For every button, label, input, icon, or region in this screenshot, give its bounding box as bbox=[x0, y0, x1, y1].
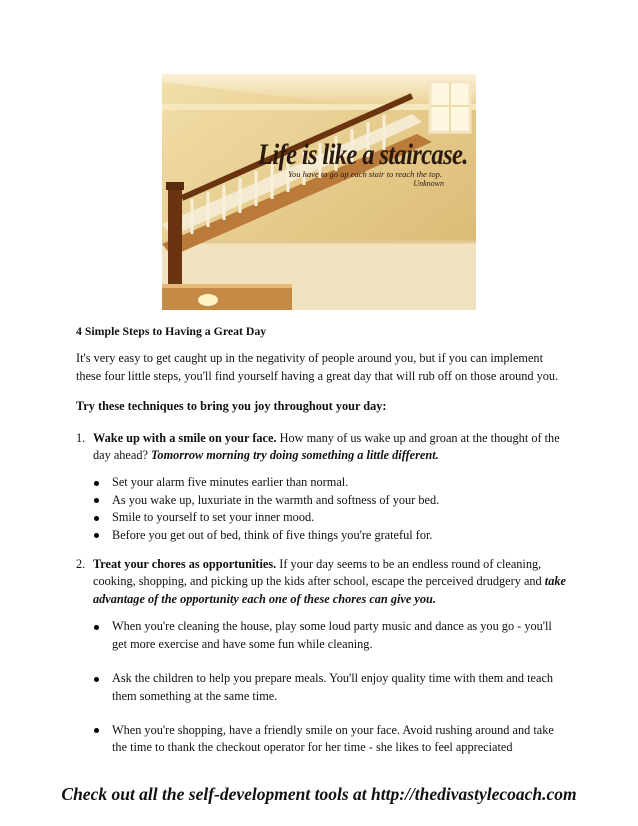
bullet-icon bbox=[94, 533, 99, 538]
step-1-bullets bbox=[76, 474, 566, 544]
step-body: If your day seems to be an endless round of cleaning, cooking, shopping, and picking up the kids after school, escape the perceived drudgery and bbox=[93, 557, 545, 589]
step-body: How many of us wake up and groan at the thought of the day ahead? bbox=[93, 430, 560, 463]
list-item-text: When you're shopping, have a friendly smile on your face. Avoid rushing around and take the time to thank the checkout operator for her time - she likes to feel appreciated bbox=[112, 722, 554, 755]
bullet-icon bbox=[94, 516, 99, 521]
list-item bbox=[76, 509, 566, 526]
article-body bbox=[76, 323, 566, 774]
bullet-icon bbox=[94, 677, 99, 682]
list-item-text: Ask the children to help you prepare meals. You'll enjoy quality time with them and teach them something at the same time. bbox=[112, 671, 554, 703]
list-item-text: Smile to yourself to set your inner mood. bbox=[112, 510, 315, 525]
list-item bbox=[76, 722, 566, 757]
bullet-icon bbox=[94, 481, 99, 486]
staircase-illustration bbox=[162, 74, 476, 310]
step-lead: Treat your chores as opportunities. bbox=[93, 557, 277, 572]
hero-quote-main: Life is like a staircase. bbox=[258, 138, 468, 171]
staircase-image bbox=[162, 74, 476, 310]
intro-paragraph: It's very easy to get caught up in the negativity of people around you, but if you can implement these four little steps, you'll find yourself having a great day that will rub off on those around you. bbox=[76, 351, 559, 383]
bullet-icon bbox=[94, 728, 99, 733]
list-item bbox=[76, 527, 566, 544]
step-1 bbox=[76, 430, 566, 465]
list-item-text: As you wake up, luxuriate in the warmth and softness of your bed. bbox=[112, 492, 440, 507]
step-number: 2. bbox=[76, 557, 86, 572]
article-title: 4 Simple Steps to Having a Great Day bbox=[76, 324, 267, 338]
step-emphasis: take advantage of the opportunity each one of these chores can give you. bbox=[93, 574, 566, 606]
hero-quote-sub: You have to go up each stair to reach the top. bbox=[288, 169, 443, 179]
hero-quote bbox=[258, 140, 468, 188]
list-item bbox=[76, 492, 566, 509]
list-item bbox=[76, 474, 566, 491]
list-item-text: When you're cleaning the house, play some loud party music and dance as you go - you'll get more exercise and have some fun while cleaning. bbox=[112, 619, 552, 651]
hero-quote-author: Unknown bbox=[413, 179, 444, 188]
list-item-text: Before you get out of bed, think of five things you're grateful for. bbox=[112, 527, 433, 542]
list-item-text: Set your alarm five minutes earlier than normal. bbox=[112, 475, 349, 490]
list-item bbox=[76, 670, 566, 705]
step-lead: Wake up with a smile on your face. bbox=[93, 430, 277, 445]
step-2-bullets bbox=[76, 618, 566, 756]
bullet-icon bbox=[94, 498, 99, 503]
step-emphasis: Tomorrow morning try doing something a little different. bbox=[151, 448, 439, 463]
footer-link-text[interactable]: Check out all the self-development tools at http://thedivastylecoach.com bbox=[61, 784, 577, 804]
list-item bbox=[76, 618, 566, 653]
techniques-subhead: Try these techniques to bring you joy throughout your day: bbox=[76, 399, 387, 414]
step-number: 1. bbox=[76, 430, 86, 445]
bullet-icon bbox=[94, 625, 99, 630]
step-2 bbox=[76, 556, 566, 608]
